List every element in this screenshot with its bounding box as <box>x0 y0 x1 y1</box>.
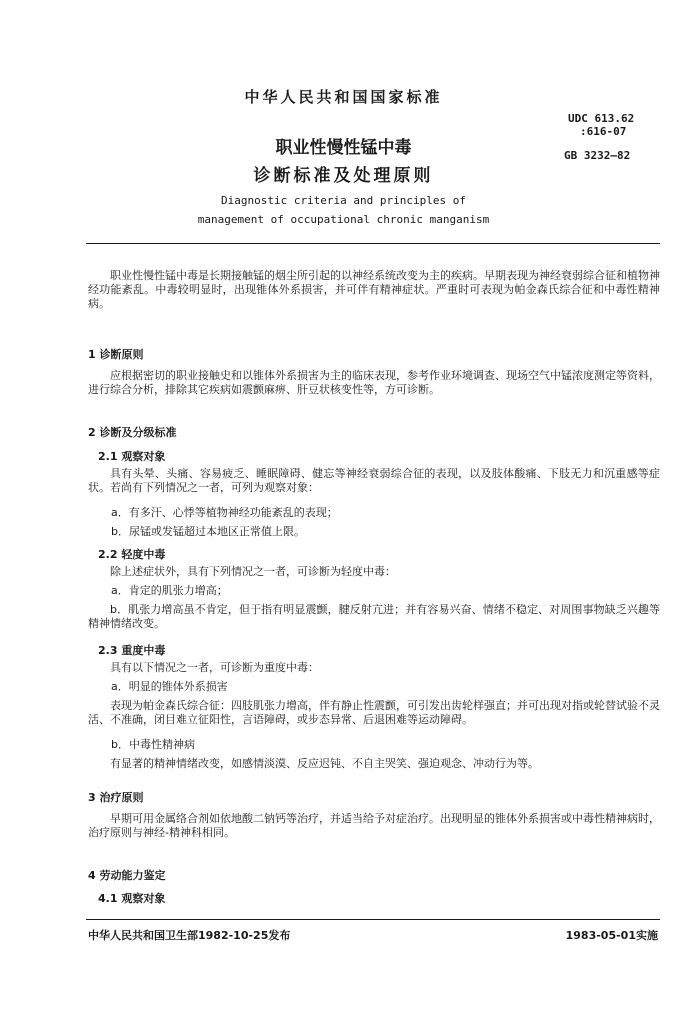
section-2-3-heading: 2.3 重度中毒 <box>98 644 166 657</box>
section-2-2-heading: 2.2 轻度中毒 <box>98 548 166 561</box>
english-title-line-1: Diagnostic criteria and principles of <box>220 194 467 207</box>
section-2-3-item-b: b．中毒性精神病 <box>111 738 195 751</box>
udc-line-1: UDC 613.62 <box>568 112 635 125</box>
section-2-2-text: 除上述症状外，具有下列情况之一者，可诊断为轻度中毒： <box>110 565 396 578</box>
section-2-1-item-a: a．有多汗、心悸等植物神经功能紊乱的表现； <box>111 506 338 519</box>
header-divider <box>86 243 660 244</box>
effective-date: 1983-05-01实施 <box>565 929 658 942</box>
gb-number: GB 3232—82 <box>564 149 631 162</box>
intro-paragraph: 职业性慢性锰中毒是长期接触锰的烟尘所引起的以神经系统改变为主的疾病。早期表现为神经衰弱综合征和植物神经功能紊乱。中毒较明显时，出现锥体外系损害，并可伴有精神症状。严重时可表现为帕金森氏综合征和中毒性精神病。 <box>88 269 660 310</box>
title-line-1: 职业性慢性锰中毒 <box>275 138 412 158</box>
section-1-heading: 1 诊断原则 <box>88 348 144 361</box>
english-title-line-2: management of occupational chronic manganism <box>197 213 490 226</box>
section-4-1-heading: 4.1 观察对象 <box>98 892 166 905</box>
standard-name: 中华人民共和国国家标准 <box>244 88 443 106</box>
section-2-3-text: 具有以下情况之一者，可诊断为重度中毒： <box>110 661 319 674</box>
section-2-3-item-a-text: 表现为帕金森氏综合征：四肢肌张力增高，伴有静止性震颤，可引发出齿轮样强直；并可出现对指或轮替试验不灵活、不准确，闭目难立征阳性，言语障碍，或步态异常、后退困难等运动障碍。 <box>88 699 660 726</box>
section-3-text: 早期可用金属络合剂如依地酸二钠钙等治疗，并适当给予对症治疗。出现明显的锥体外系损害或中毒性精神病时，治疗原则与神经-精神科相同。 <box>88 812 660 839</box>
section-3-heading: 3 治疗原则 <box>88 791 144 804</box>
issued-by: 中华人民共和国卫生部1982-10-25发布 <box>88 929 291 942</box>
section-4-heading: 4 劳动能力鉴定 <box>88 869 166 882</box>
section-2-heading: 2 诊断及分级标准 <box>88 426 177 439</box>
section-2-1-heading: 2.1 观察对象 <box>98 450 166 463</box>
section-2-1-text: 具有头晕、头痛、容易疲乏、睡眠障碍、健忘等神经衰弱综合征的表现，以及肢体酸痛、下肢无力和沉重感等症状。若尚有下列情况之一者，可列为观察对象： <box>88 467 660 494</box>
udc-line-2: :616-07 <box>580 125 627 138</box>
section-2-3-item-b-text: 有显著的精神情绪改变，如感情淡漠、反应迟钝、不自主哭笑、强迫观念、冲动行为等。 <box>110 757 539 770</box>
section-2-2-item-b: b．肌张力增高虽不肯定，但于指有明显震颤，腱反射亢进；并有容易兴奋、情绪不稳定、对周围事物缺乏兴趣等精神情绪改变。 <box>88 603 660 630</box>
section-2-3-item-a: a．明显的锥体外系损害 <box>111 680 228 693</box>
section-2-2-item-a: a．肯定的肌张力增高； <box>111 584 228 597</box>
section-2-1-item-b: b．尿锰或发锰超过本地区正常值上限。 <box>111 525 305 538</box>
footer-divider <box>86 919 660 920</box>
section-1-text: 应根据密切的职业接触史和以锥体外系损害为主的临床表现，参考作业环境调查、现场空气中锰浓度测定等资料，进行综合分析，排除其它疾病如震颤麻痹、肝豆状核变性等，方可诊断。 <box>88 369 660 396</box>
title-line-2: 诊断标准及处理原则 <box>253 166 434 186</box>
